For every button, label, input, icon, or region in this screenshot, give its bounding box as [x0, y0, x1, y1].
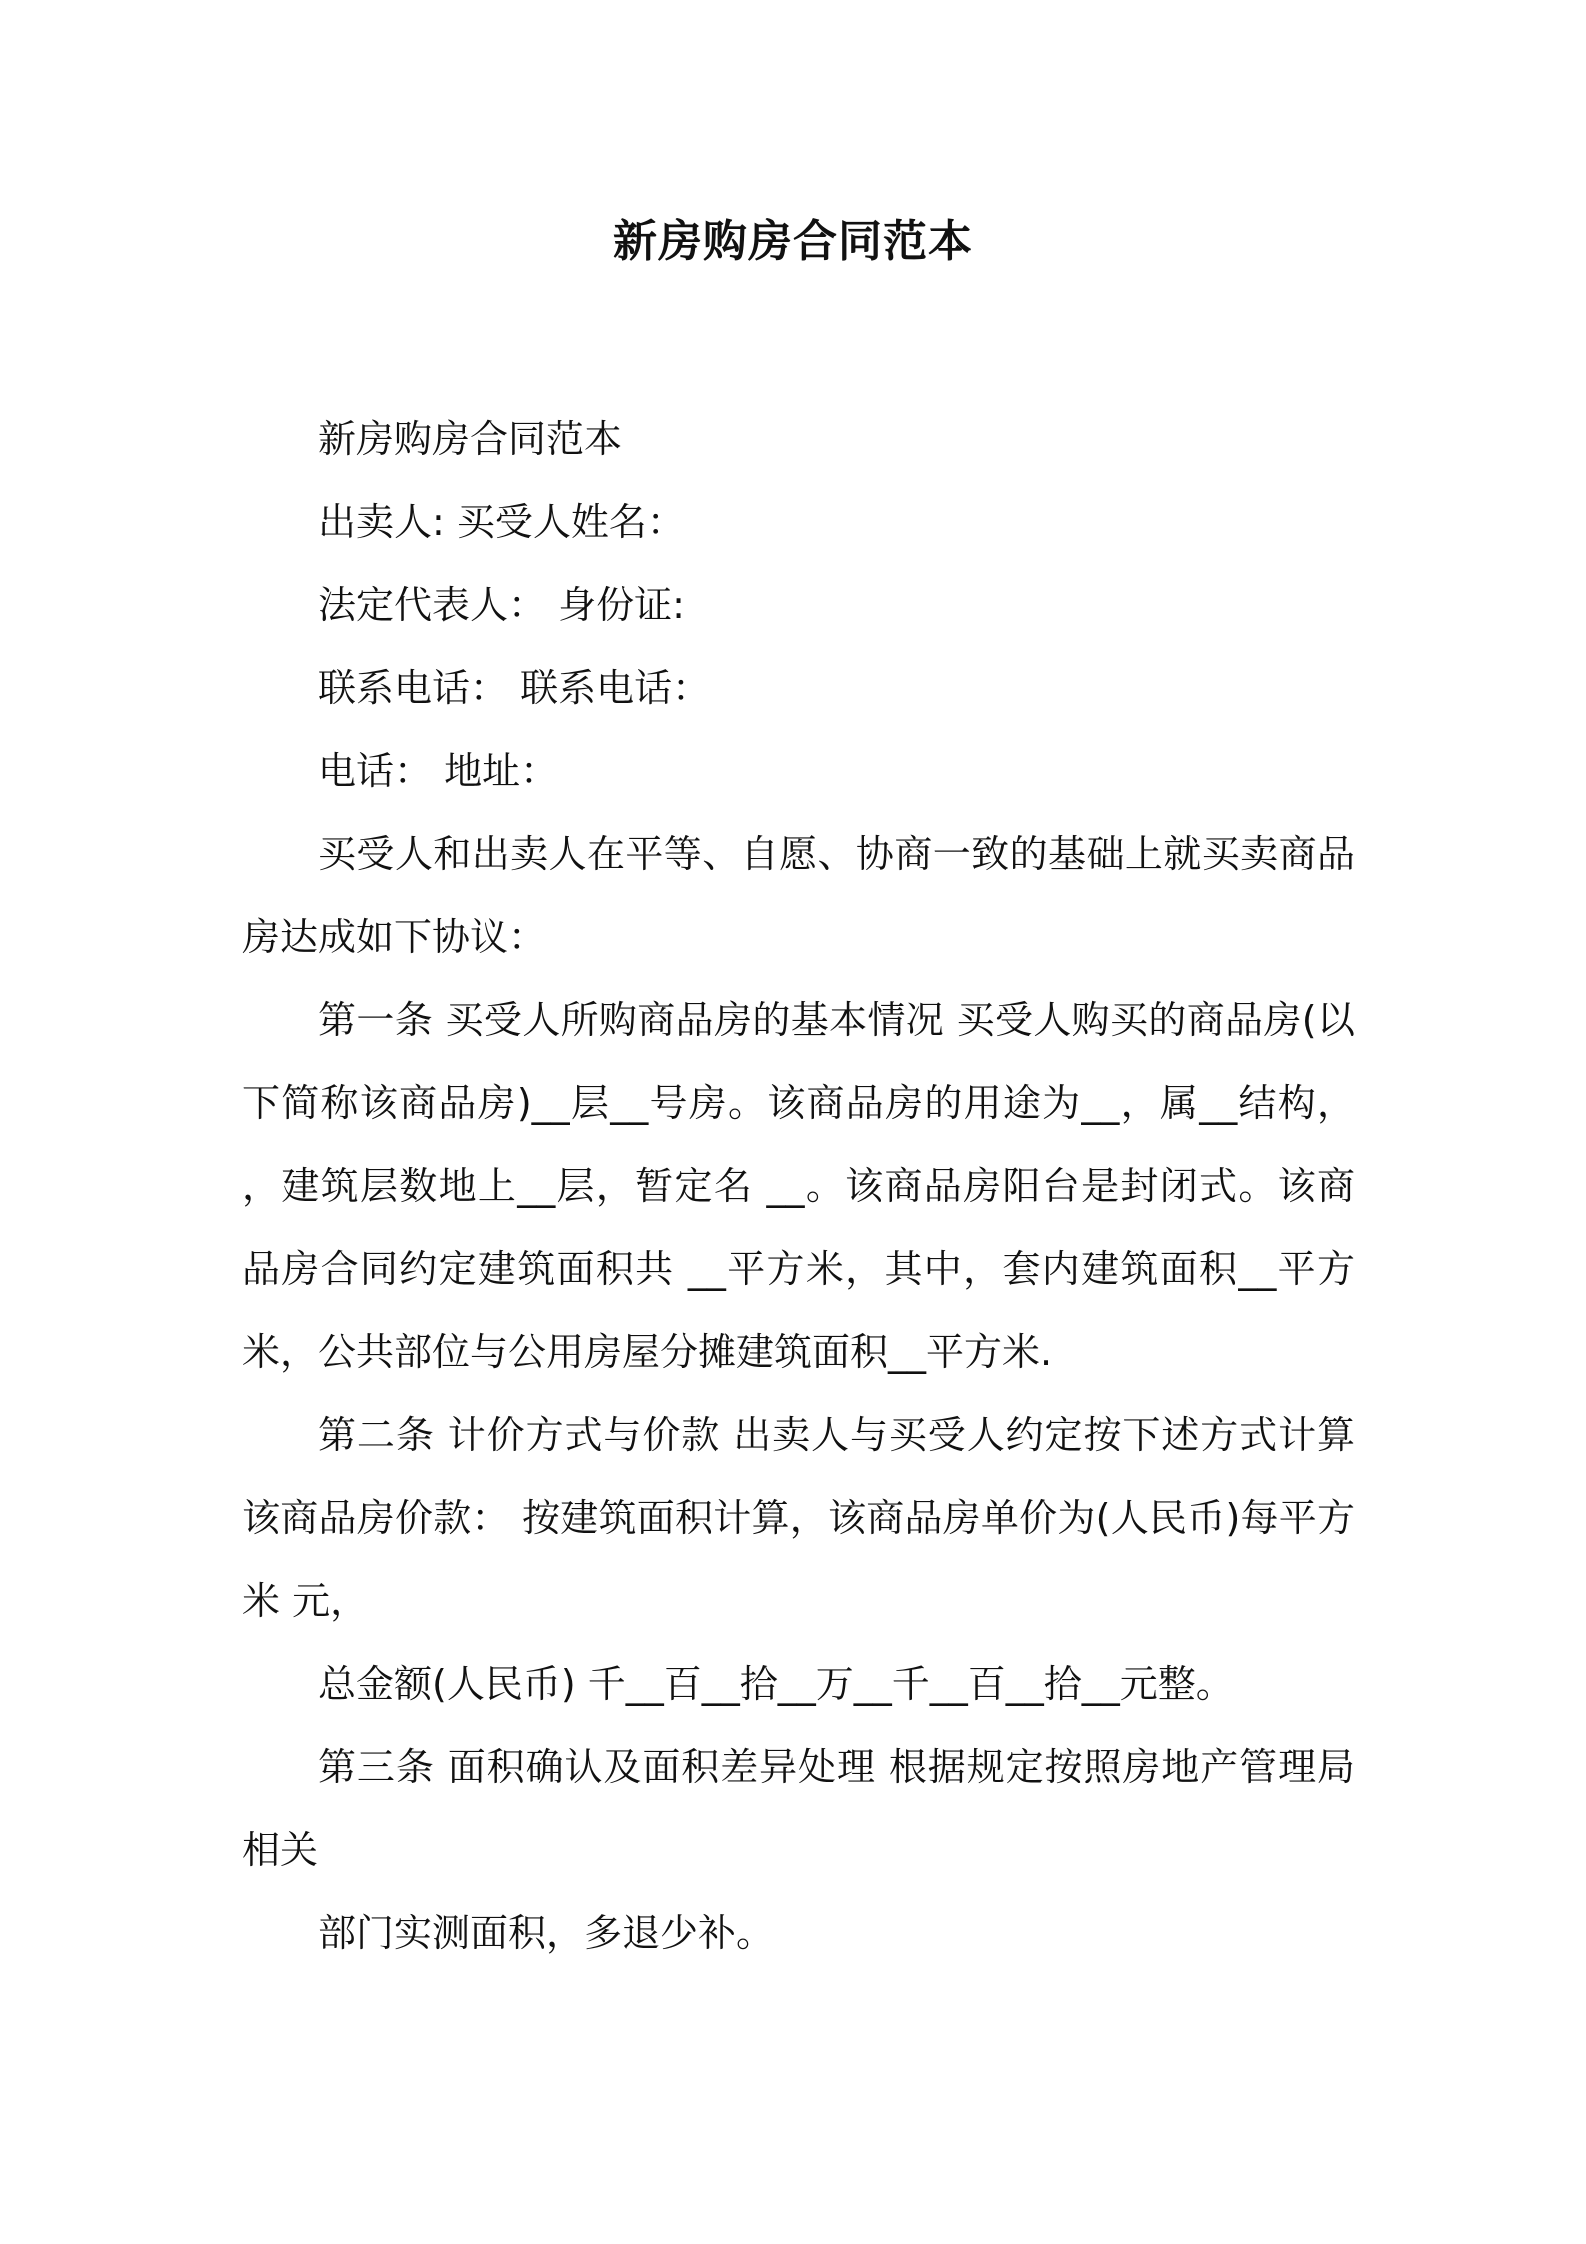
paragraph-article-1: 第一条 买受人所购商品房的基本情况 买受人购买的商品房(以下简称该商品房)__层__号房。该商品房的用途为__，属__结构， ，建筑层数地上__层，暂定名 __。该商品房阳台是封闭式。该商品房合同约定建筑面积共 __平方米，其中，套内建筑面积__平方米，公共部位与公用房屋分摊建筑面积__平方米.: [242, 998, 1355, 1374]
paragraph-seller-buyer: 出卖人: 买受人姓名：: [318, 500, 685, 544]
paragraph-agreement-intro: 买受人和出卖人在平等、自愿、协商一致的基础上就买卖商品房达成如下协议：: [242, 832, 1355, 959]
paragraph-contact-phones: 联系电话： 联系电话：: [318, 666, 711, 710]
paragraph-phone-address: 电话： 地址：: [318, 749, 559, 793]
document-title: 新房购房合同范本: [613, 216, 973, 267]
paragraph-legal-rep-id: 法定代表人： 身份证:: [318, 583, 685, 627]
paragraph-total-amount: 总金额(人民币) 千__百__拾__万__千__百__拾__元整。: [318, 1662, 1234, 1706]
document-body: [242, 398, 1355, 1975]
paragraph-measurement: 部门实测面积，多退少补。: [318, 1911, 775, 1955]
paragraph-article-3: 第三条 面积确认及面积差异处理 根据规定按照房地产管理局相关: [242, 1745, 1355, 1872]
paragraph-article-2: 第二条 计价方式与价款 出卖人与买受人约定按下述方式计算该商品房价款： 按建筑面积计算，该商品房单价为(人民币)每平方米 元，: [242, 1413, 1355, 1623]
paragraph-heading: 新房购房合同范本: [318, 417, 623, 461]
